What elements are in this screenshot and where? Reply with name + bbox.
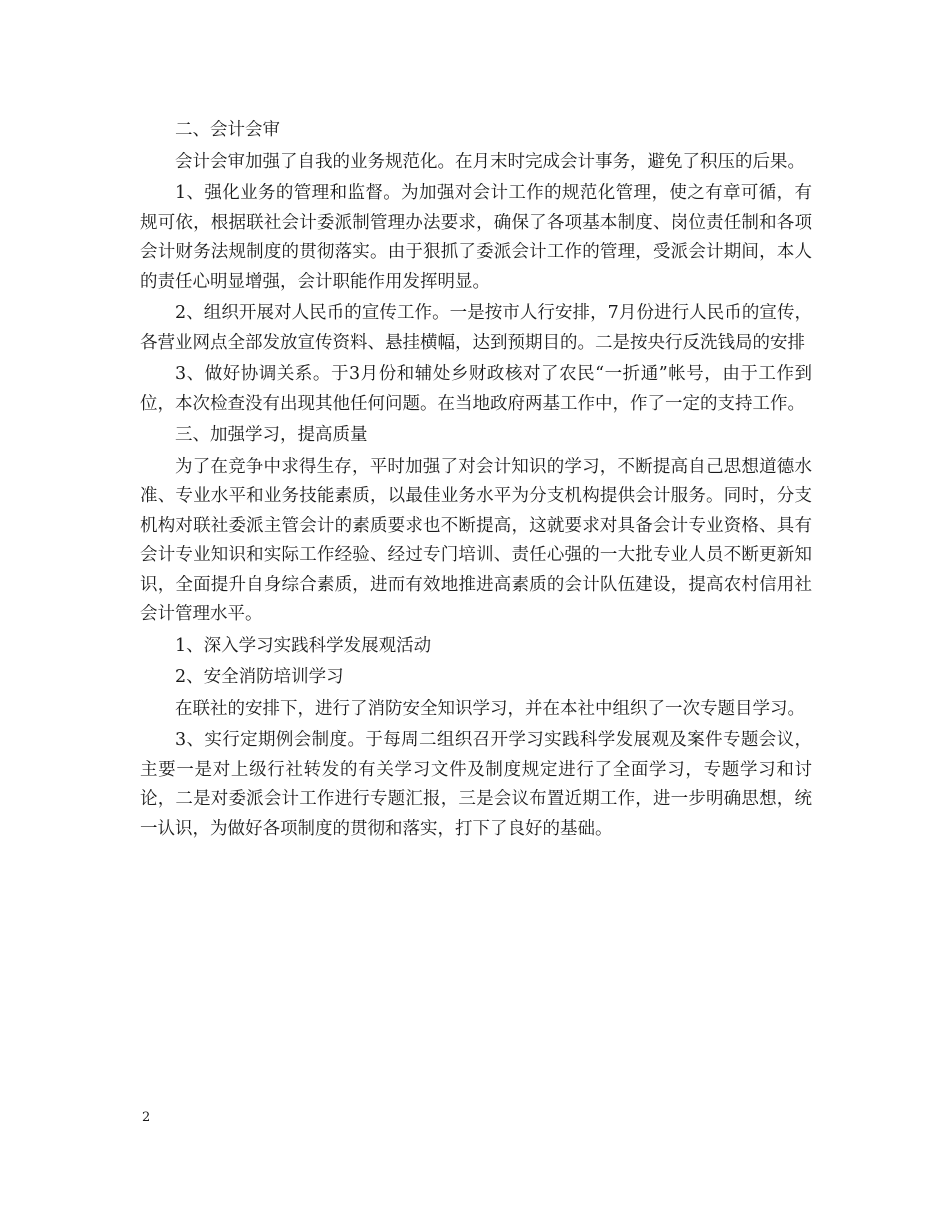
paragraph-item-3-coordination: 3、做好协调关系。于3月份和辅处乡财政核对了农民“一折通”帐号，由于工作到位，本次检查没有出现其他任何问题。在当地政府两基工作中，作了一定的支持工作。: [140, 364, 812, 414]
paragraph-fire-safety: 在联社的安排下，进行了消防安全知识学习，并在本社中组织了一次专题目学习。: [175, 698, 805, 719]
paragraph-item-2-rmb-promotion: 2、组织开展对人民币的宣传工作。一是按市人行安排，7月份进行人民币的宣传，各营业网点全部发放宣传资料、悬挂横幅，达到预期目的。二是按央行反洗钱局的安排: [140, 303, 812, 353]
page-number: 2: [142, 1110, 151, 1125]
section-heading-study-quality: 三、加强学习，提高质量: [175, 425, 368, 445]
paragraph-study-item-3-meetings: 3、实行定期例会制度。于每周二组织召开学习实践科学发展观及案件专题会议，主要一是对上级行社转发的有关学习文件及制度规定进行了全面学习，专题学习和讨论，二是对委派会计工作进行专题汇报，三是会议布置近期工作，进一步明确思想，统一认识，为做好各项制度的贯彻和落实，打下了良好的基础。: [140, 730, 812, 839]
paragraph-accounting-review-intro: 会计会审加强了自我的业务规范化。在月末时完成会计事务，避免了积压的后果。: [175, 151, 805, 172]
paragraph-study-intro: 为了在竞争中求得生存，平时加强了对会计知识的学习，不断提高自己思想道德水准、专业水平和业务技能素质，以最佳业务水平为分支机构提供会计服务。同时，分支机构对联社委派主管会计的素质要求也不断提高，这就要求对具备会计专业资格、具有会计专业知识和实际工作经验、经过专门培训、责任心强的一大批专业人员不断更新知识，全面提升自身综合素质，进而有效地推进高素质的会计队伍建设，提高农村信用社会计管理水平。: [140, 456, 812, 624]
section-heading-accounting-review: 二、会计会审: [175, 120, 280, 140]
paragraph-study-item-1: 1、深入学习实践科学发展观活动: [175, 635, 432, 656]
paragraph-item-1-management: 1、强化业务的管理和监督。为加强对会计工作的规范化管理，使之有章可循，有规可依，根据联社会计委派制管理办法要求，确保了各项基本制度、岗位责任制和各项会计财务法规制度的贯彻落实。由于狠抓了委派会计工作的管理，受派会计期间，本人的责任心明显增强，会计职能作用发挥明显。: [140, 183, 812, 292]
document-body: [140, 116, 812, 846]
paragraph-study-item-2: 2、安全消防培训学习: [175, 667, 344, 687]
